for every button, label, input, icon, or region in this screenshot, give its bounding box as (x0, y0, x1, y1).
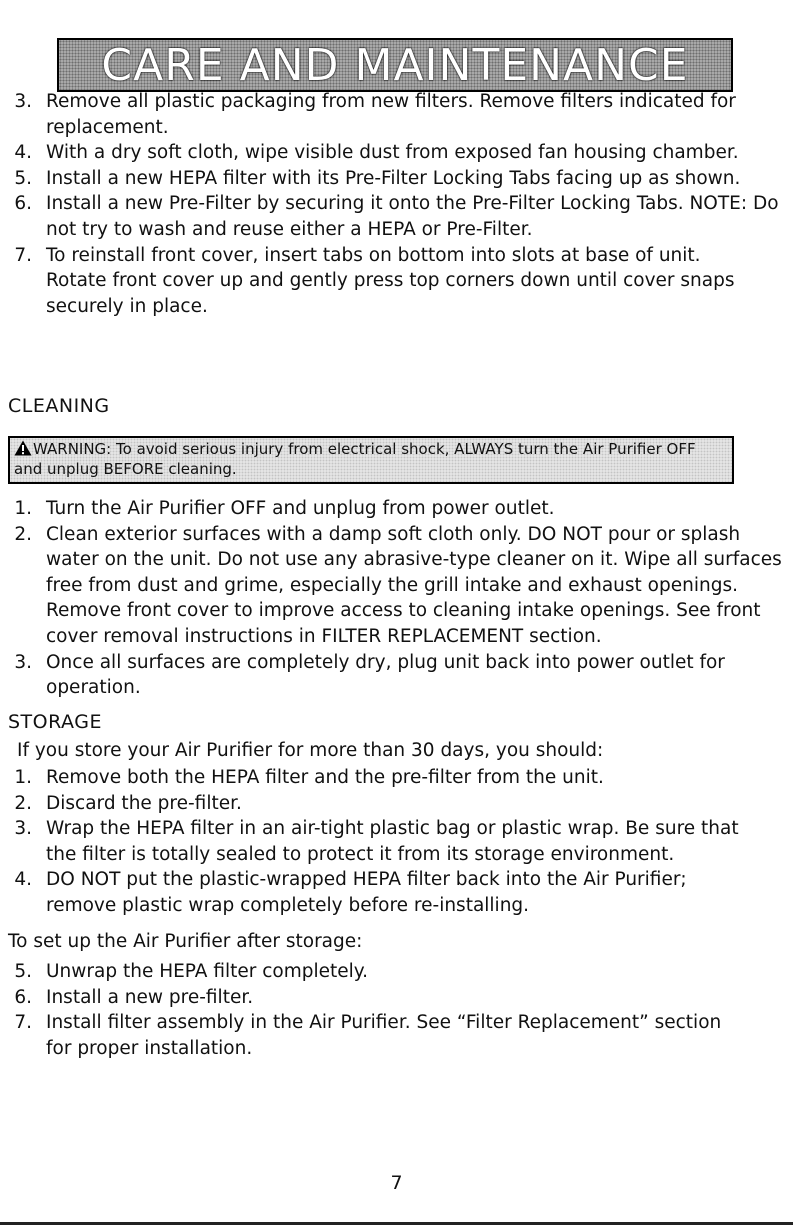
list-item (8, 522, 793, 650)
setup-steps (8, 959, 788, 1061)
step-number: 5. (14, 961, 32, 982)
warning-box (8, 436, 734, 484)
cleaning-steps (8, 496, 788, 701)
list-item (8, 985, 786, 1011)
list-item (8, 816, 756, 867)
step-text: Unwrap the HEPA filter completely. (46, 961, 368, 982)
step-text: Once all surfaces are completely dry, plug unit back into power outlet for operation. (46, 651, 725, 699)
list-item (8, 166, 758, 192)
list-item (8, 765, 786, 791)
step-text: Remove both the HEPA filter and the pre-filter from the unit. (46, 767, 604, 788)
list-item (8, 867, 756, 918)
step-number: 2. (14, 523, 32, 545)
step-text: Turn the Air Purifier OFF and unplug from power outlet. (46, 498, 555, 519)
step-text: Discard the pre-filter. (46, 792, 242, 814)
step-number: 5. (14, 167, 32, 189)
section-banner (57, 38, 733, 92)
step-text: Clean exterior surfaces with a damp soft cloth only. DO NOT pour or splash water on the unit. Do not use any abrasive-type cleaner on it. Wipe all surfaces free from dust and grime, especially the grill intake and exhaust openings. Remove front cover to improve access to cleaning intake openings. See front cover removal instructions in FILTER REPLACEMENT section. (46, 523, 782, 647)
list-item (8, 140, 746, 166)
step-number: 2. (14, 792, 32, 814)
step-number: 3. (14, 818, 32, 840)
step-number: 7. (14, 1012, 32, 1034)
list-item (8, 89, 746, 140)
list-item (8, 959, 786, 985)
storage-steps (8, 765, 788, 919)
list-item (8, 650, 746, 701)
step-number: 3. (14, 91, 32, 112)
setup-intro: To set up the Air Purifier after storage: (8, 931, 363, 952)
list-item (8, 243, 746, 320)
warning-text: WARNING: To avoid serious injury from electrical shock, ALWAYS turn the Air Purifier OFF and unplug BEFORE cleaning. (14, 440, 696, 478)
list-item (8, 496, 786, 522)
storage-intro: If you store your Air Purifier for more than 30 days, you should: (17, 740, 604, 761)
page-title: CARE AND MAINTENANCE (101, 39, 689, 91)
step-number: 4. (14, 869, 32, 891)
step-text: Wrap the HEPA filter in an air-tight plastic bag or plastic wrap. Be sure that the filter is totally sealed to protect it from its storage environment. (46, 818, 739, 865)
list-item (8, 191, 791, 242)
step-text: Install a new HEPA filter with its Pre-Filter Locking Tabs facing up as shown. (46, 167, 741, 189)
step-number: 1. (14, 498, 32, 519)
step-number: 6. (14, 986, 32, 1008)
step-text: To reinstall front cover, insert tabs on bottom into slots at base of unit. Rotate front cover up and gently press top corners down until cover snaps securely in place. (46, 244, 735, 317)
page-number: 7 (390, 1172, 403, 1194)
step-number: 6. (14, 193, 32, 215)
step-number: 3. (14, 651, 32, 673)
step-number: 4. (14, 142, 32, 164)
warning-triangle-icon (14, 440, 32, 456)
storage-heading: STORAGE (8, 711, 102, 733)
step-text: Remove all plastic packaging from new filters. Remove filters indicated for replacement. (46, 91, 736, 138)
step-text: With a dry soft cloth, wipe visible dust from exposed fan housing chamber. (46, 142, 739, 164)
cleaning-heading: CLEANING (8, 395, 110, 417)
list-item (8, 791, 786, 817)
step-number: 1. (14, 767, 32, 788)
step-text: Install a new pre-filter. (46, 986, 254, 1008)
step-text: DO NOT put the plastic-wrapped HEPA filter back into the Air Purifier; remove plastic wrap completely before re-installing. (46, 869, 687, 916)
list-item (8, 1010, 746, 1061)
replacement-steps (8, 89, 788, 319)
step-number: 7. (14, 244, 32, 266)
step-text: Install a new Pre-Filter by securing it onto the Pre-Filter Locking Tabs. NOTE: Do not try to wash and reuse either a HEPA or Pre-Filter. (46, 193, 779, 240)
step-text: Install filter assembly in the Air Purifier. See “Filter Replacement” section for proper installation. (46, 1012, 722, 1059)
